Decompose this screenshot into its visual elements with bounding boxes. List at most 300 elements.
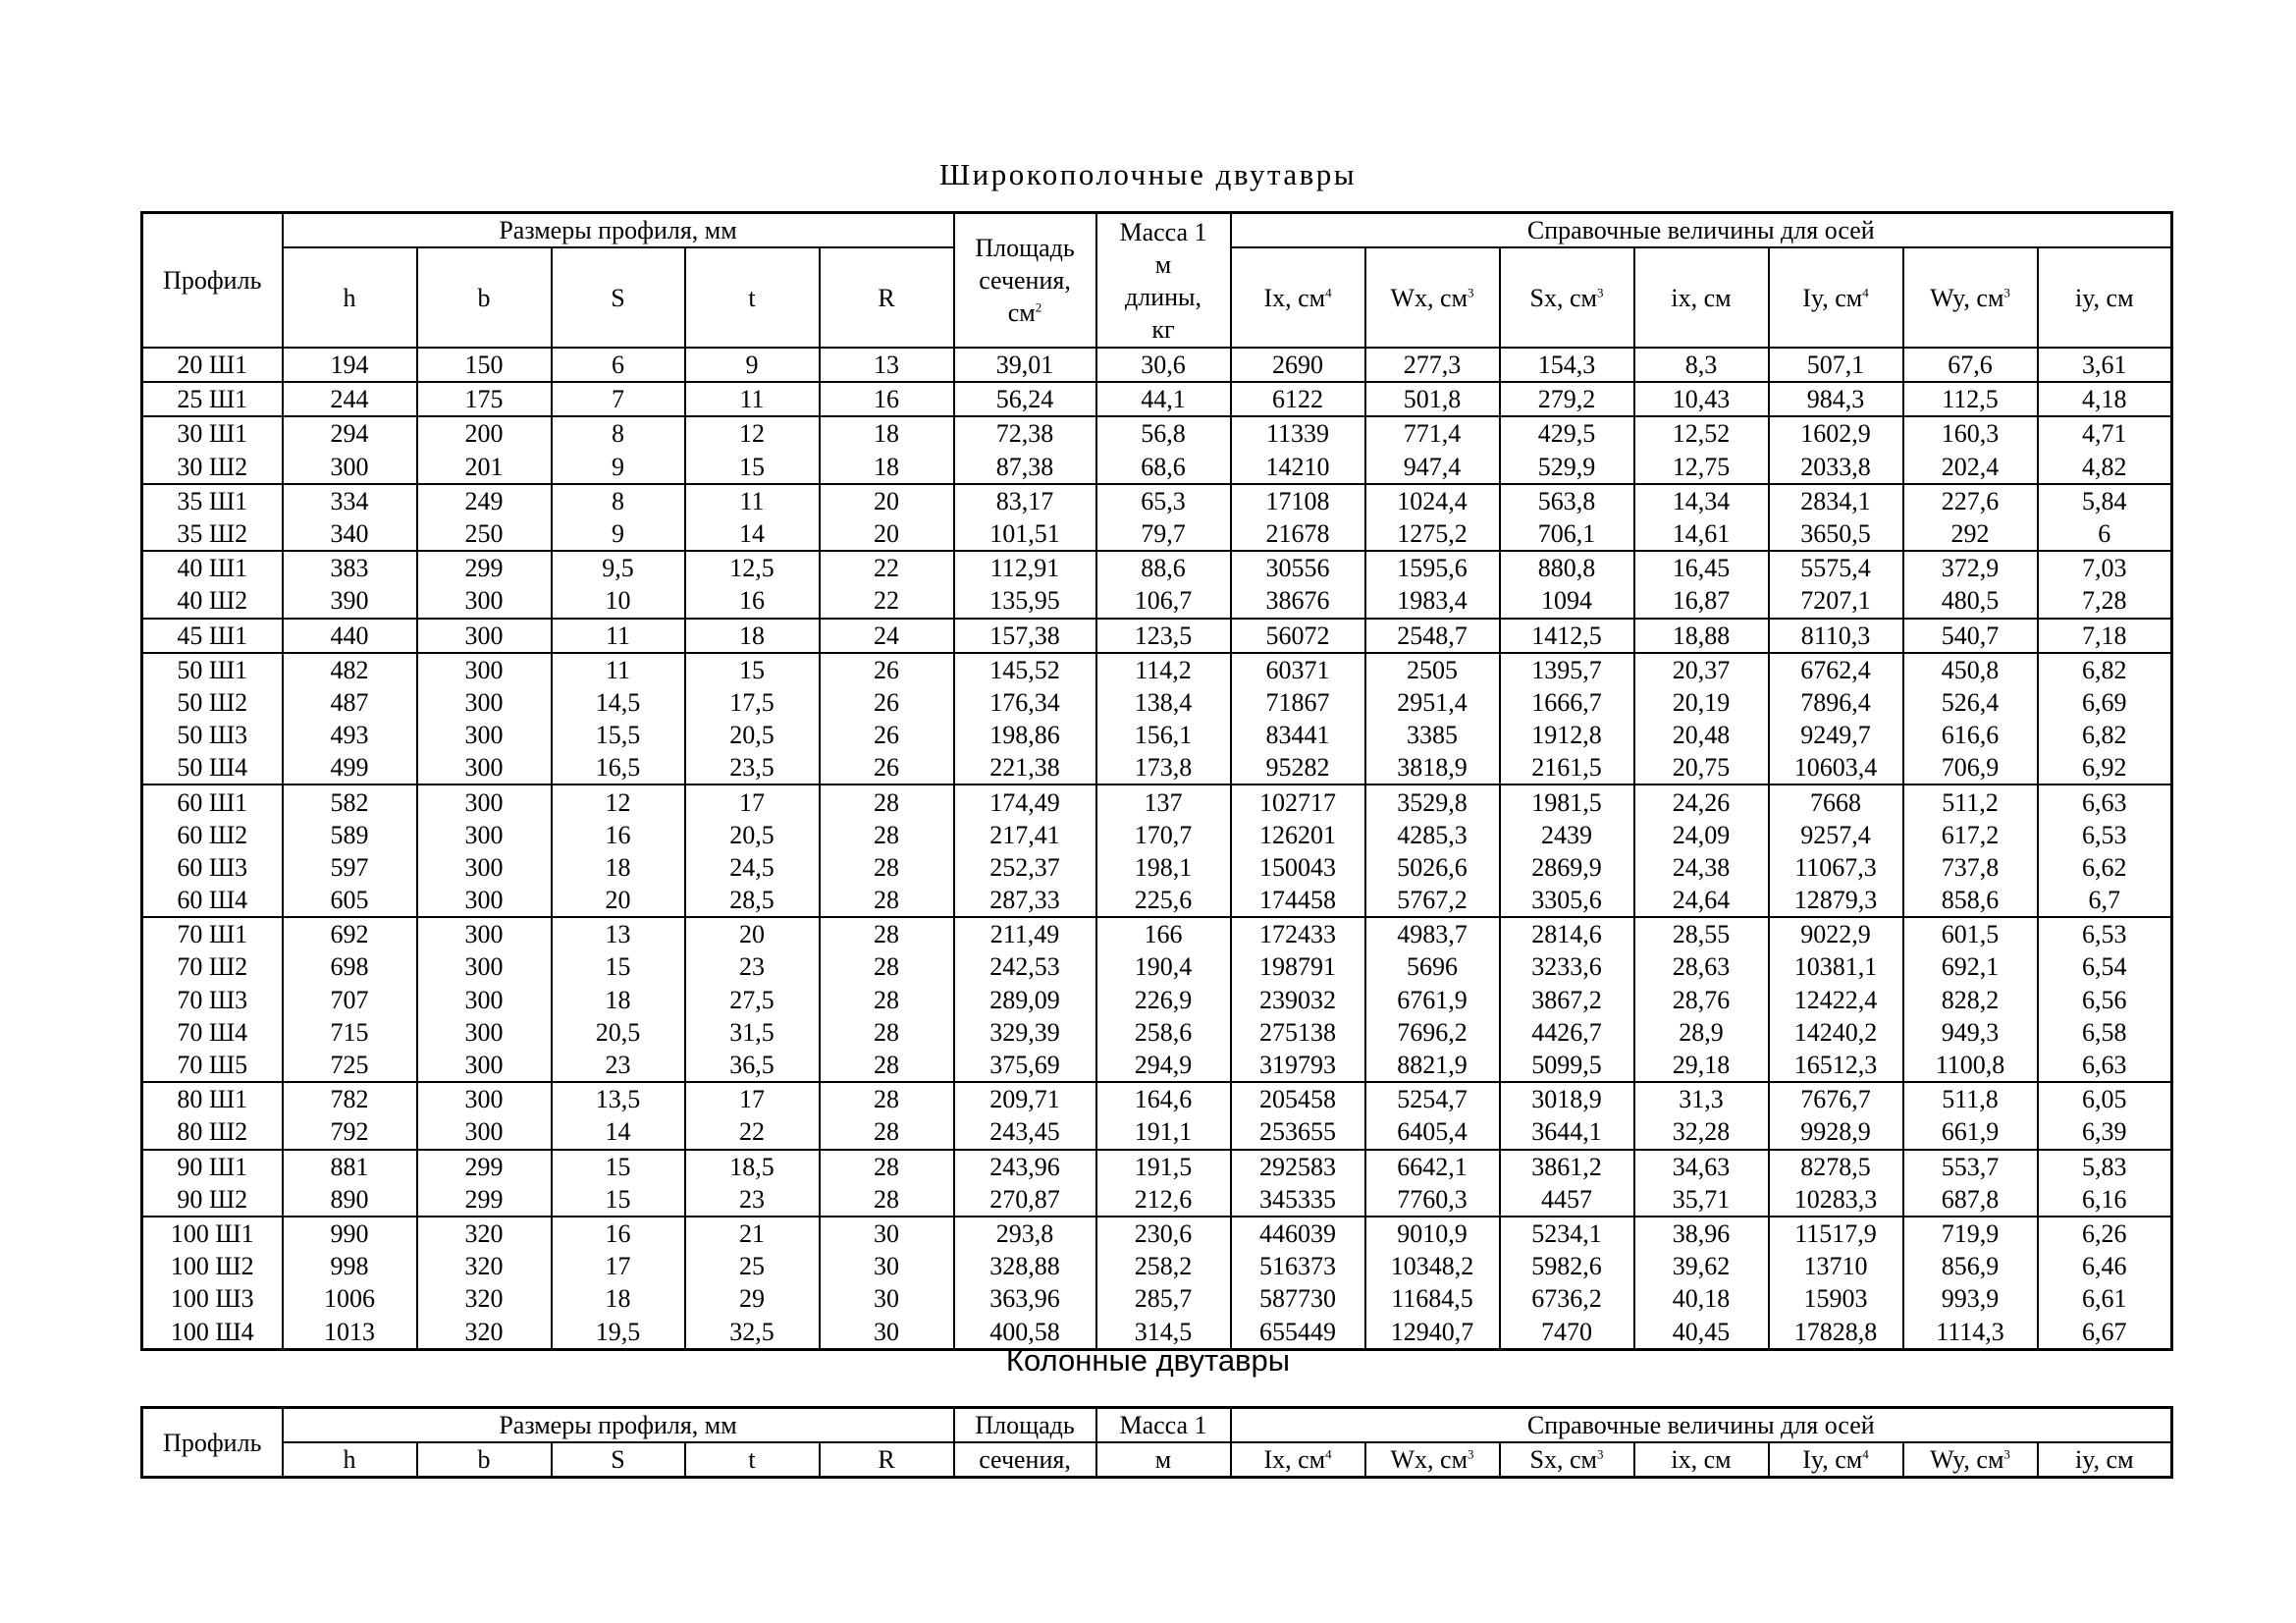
value-cell: 1006 (283, 1282, 417, 1315)
value-cell: 589 (283, 819, 417, 851)
value-cell: 11067,3 (1769, 851, 1903, 884)
value-cell: 258,6 (1096, 1016, 1231, 1049)
value-cell: 5696 (1365, 950, 1500, 983)
value-cell: 83441 (1231, 719, 1365, 751)
value-cell: 300 (417, 851, 552, 884)
value-cell: 2505 (1365, 653, 1500, 686)
header-iy: iy, см (2038, 247, 2172, 348)
value-cell: 587730 (1231, 1282, 1365, 1315)
value-cell: 35,71 (1634, 1183, 1769, 1217)
value-cell: 13710 (1769, 1250, 1903, 1282)
value-cell: 16 (552, 1217, 685, 1250)
profile-cell: 35 Ш1 (142, 484, 283, 517)
value-cell: 32,28 (1634, 1115, 1769, 1149)
value-cell: 511,8 (1903, 1082, 2038, 1115)
value-cell: 71867 (1231, 686, 1365, 719)
value-cell: 293,8 (954, 1217, 1096, 1250)
value-cell: 225,6 (1096, 884, 1231, 917)
value-cell: 6,53 (2038, 819, 2172, 851)
value-cell: 23 (685, 950, 820, 983)
profile-cell: 45 Ш1 (142, 619, 283, 653)
value-cell: 6,82 (2038, 653, 2172, 686)
value-cell: 26 (820, 653, 954, 686)
value-cell: 20,5 (552, 1016, 685, 1049)
value-cell: 698 (283, 950, 417, 983)
value-cell: 692 (283, 917, 417, 950)
value-cell: 507,1 (1769, 348, 1903, 382)
value-cell: 26 (820, 719, 954, 751)
table-row (142, 1082, 2172, 1115)
value-cell: 1395,7 (1500, 653, 1634, 686)
col-header-Sx: Sx, $см^3$ (1500, 1442, 1634, 1478)
value-cell: 25 (685, 1250, 820, 1282)
value-cell: 993,9 (1903, 1282, 2038, 1315)
value-cell: 15 (552, 1183, 685, 1217)
value-cell: 4,18 (2038, 382, 2172, 416)
value-cell: 15 (552, 950, 685, 983)
value-cell: 375,69 (954, 1049, 1096, 1082)
value-cell: 239032 (1231, 984, 1365, 1016)
table-row (142, 517, 2172, 551)
value-cell: 6122 (1231, 382, 1365, 416)
value-cell: 126201 (1231, 819, 1365, 851)
value-cell: 17,5 (685, 686, 820, 719)
table-row (142, 1049, 2172, 1082)
value-cell: 174458 (1231, 884, 1365, 917)
value-cell: 13 (820, 348, 954, 382)
value-cell: 28 (820, 984, 954, 1016)
value-cell: 249 (417, 484, 552, 517)
value-cell: 38676 (1231, 584, 1365, 618)
value-cell: 16 (552, 819, 685, 851)
table-row (142, 382, 2172, 416)
value-cell: 24 (820, 619, 954, 653)
value-cell: 300 (417, 619, 552, 653)
value-cell: 16 (820, 382, 954, 416)
value-cell: 858,6 (1903, 884, 2038, 917)
value-cell: 30 (820, 1282, 954, 1315)
value-cell: 300 (417, 784, 552, 818)
value-cell: 1275,2 (1365, 517, 1500, 551)
value-cell: 2033,8 (1769, 451, 1903, 484)
value-cell: 198791 (1231, 950, 1365, 983)
value-cell: 13,5 (552, 1082, 685, 1115)
value-cell: 164,6 (1096, 1082, 1231, 1115)
value-cell: 2439 (1500, 819, 1634, 851)
value-cell: 1666,7 (1500, 686, 1634, 719)
value-cell: 1100,8 (1903, 1049, 2038, 1082)
value-cell: 446039 (1231, 1217, 1365, 1250)
value-cell: 17828,8 (1769, 1315, 1903, 1349)
value-cell: 277,3 (1365, 348, 1500, 382)
value-cell: 6,62 (2038, 851, 2172, 884)
value-cell: 26 (820, 751, 954, 784)
profile-cell: 60 Ш1 (142, 784, 283, 818)
table-row (142, 1183, 2172, 1217)
profile-cell: 70 Ш4 (142, 1016, 283, 1049)
value-cell: 493 (283, 719, 417, 751)
value-cell: 174,49 (954, 784, 1096, 818)
value-cell: 22 (685, 1115, 820, 1149)
value-cell: 205458 (1231, 1082, 1365, 1115)
value-cell: 300 (417, 884, 552, 917)
value-cell: 319793 (1231, 1049, 1365, 1082)
value-cell: 372,9 (1903, 551, 2038, 584)
value-cell: 27,5 (685, 984, 820, 1016)
value-cell: 13 (552, 917, 685, 950)
header-Ix: Ix, $см^4$ (1231, 247, 1365, 348)
value-cell: 320 (417, 1315, 552, 1349)
value-cell: 7696,2 (1365, 1016, 1500, 1049)
table-row (142, 1016, 2172, 1049)
value-cell: 166 (1096, 917, 1231, 950)
value-cell: 10603,4 (1769, 751, 1903, 784)
header-mass-mid: м (1154, 249, 1172, 279)
value-cell: 18,88 (1634, 619, 1769, 653)
value-cell: 16512,3 (1769, 1049, 1903, 1082)
value-cell: 3305,6 (1500, 884, 1634, 917)
value-cell: 135,95 (954, 584, 1096, 618)
value-cell: 202,4 (1903, 451, 2038, 484)
value-cell: 6405,4 (1365, 1115, 1500, 1149)
value-cell: 14240,2 (1769, 1016, 1903, 1049)
value-cell: 345335 (1231, 1183, 1365, 1217)
value-cell: 150043 (1231, 851, 1365, 884)
value-cell: 450,8 (1903, 653, 2038, 686)
value-cell: 6 (552, 348, 685, 382)
value-cell: 1981,5 (1500, 784, 1634, 818)
value-cell: 24,5 (685, 851, 820, 884)
value-cell: 294,9 (1096, 1049, 1231, 1082)
wide-flange-body (142, 348, 2172, 1349)
value-cell: 881 (283, 1150, 417, 1183)
value-cell: 3644,1 (1500, 1115, 1634, 1149)
value-cell: 217,41 (954, 819, 1096, 851)
header-mass-top: Масса 1 (1119, 217, 1207, 246)
col-header-profile: Профиль (142, 1408, 283, 1478)
value-cell: 9010,9 (1365, 1217, 1500, 1250)
value-cell: 230,6 (1096, 1217, 1231, 1250)
value-cell: 1024,4 (1365, 484, 1500, 517)
column-table (140, 1406, 2173, 1479)
value-cell: 511,2 (1903, 784, 2038, 818)
value-cell: 1412,5 (1500, 619, 1634, 653)
value-cell: 292583 (1231, 1150, 1365, 1183)
value-cell: 300 (417, 917, 552, 950)
value-cell: 170,7 (1096, 819, 1231, 851)
value-cell: 21 (685, 1217, 820, 1250)
value-cell: 9,5 (552, 551, 685, 584)
profile-cell: 80 Ш2 (142, 1115, 283, 1149)
value-cell: 11 (552, 653, 685, 686)
value-cell: 6,46 (2038, 1250, 2172, 1282)
table-row (142, 619, 2172, 653)
value-cell: 20,48 (1634, 719, 1769, 751)
value-cell: 737,8 (1903, 851, 2038, 884)
value-cell: 156,1 (1096, 719, 1231, 751)
value-cell: 5234,1 (1500, 1217, 1634, 1250)
value-cell: 106,7 (1096, 584, 1231, 618)
value-cell: 154,3 (1500, 348, 1634, 382)
col-header-Ix: Ix, $см^4$ (1231, 1442, 1365, 1478)
value-cell: 289,09 (954, 984, 1096, 1016)
value-cell: 687,8 (1903, 1183, 2038, 1217)
table-row (142, 1115, 2172, 1149)
value-cell: 480,5 (1903, 584, 2038, 618)
value-cell: 244 (283, 382, 417, 416)
value-cell: 28 (820, 819, 954, 851)
value-cell: 2869,9 (1500, 851, 1634, 884)
value-cell: 17 (552, 1250, 685, 1282)
value-cell: 250 (417, 517, 552, 551)
value-cell: 6,7 (2038, 884, 2172, 917)
value-cell: 150 (417, 348, 552, 382)
value-cell: 9022,9 (1769, 917, 1903, 950)
value-cell: 363,96 (954, 1282, 1096, 1315)
value-cell: 9 (552, 451, 685, 484)
value-cell: 8,3 (1634, 348, 1769, 382)
value-cell: 175 (417, 382, 552, 416)
profile-cell: 100 Ш3 (142, 1282, 283, 1315)
value-cell: 300 (417, 653, 552, 686)
value-cell: 692,1 (1903, 950, 2038, 983)
value-cell: 201 (417, 451, 552, 484)
profile-cell: 20 Ш1 (142, 348, 283, 382)
value-cell: 5575,4 (1769, 551, 1903, 584)
table-row (142, 851, 2172, 884)
value-cell: 18 (552, 1282, 685, 1315)
value-cell: 18 (552, 851, 685, 884)
value-cell: 20 (552, 884, 685, 917)
value-cell: 114,2 (1096, 653, 1231, 686)
value-cell: 101,51 (954, 517, 1096, 551)
value-cell: 7760,3 (1365, 1183, 1500, 1217)
value-cell: 390 (283, 584, 417, 618)
value-cell: 20,75 (1634, 751, 1769, 784)
value-cell: 9249,7 (1769, 719, 1903, 751)
col-header-h: h (283, 1442, 417, 1478)
header-area-sup: 2 (1035, 299, 1042, 315)
header-mass-unit: кг (1151, 314, 1175, 344)
table-row (142, 784, 2172, 818)
value-cell: 17 (685, 784, 820, 818)
value-cell: 9 (685, 348, 820, 382)
value-cell: 18 (685, 619, 820, 653)
value-cell: 5767,2 (1365, 884, 1500, 917)
value-cell: 20 (820, 484, 954, 517)
value-cell: 8821,9 (1365, 1049, 1500, 1082)
table-row (142, 751, 2172, 784)
value-cell: 30 (820, 1250, 954, 1282)
value-cell: 4,82 (2038, 451, 2172, 484)
value-cell: 28 (820, 851, 954, 884)
value-cell: 10381,1 (1769, 950, 1903, 983)
value-cell: 6,69 (2038, 686, 2172, 719)
value-cell: 383 (283, 551, 417, 584)
value-cell: 30556 (1231, 551, 1365, 584)
value-cell: 160,3 (1903, 416, 2038, 450)
col-header-iy: iy, см (2038, 1442, 2172, 1478)
table-row (142, 686, 2172, 719)
value-cell: 300 (417, 719, 552, 751)
value-cell: 7668 (1769, 784, 1903, 818)
value-cell: 300 (417, 751, 552, 784)
value-cell: 320 (417, 1282, 552, 1315)
value-cell: 138,4 (1096, 686, 1231, 719)
value-cell: 16,45 (1634, 551, 1769, 584)
value-cell: 243,45 (954, 1115, 1096, 1149)
value-cell: 275138 (1231, 1016, 1365, 1049)
value-cell: 22 (820, 551, 954, 584)
value-cell: 5099,5 (1500, 1049, 1634, 1082)
value-cell: 279,2 (1500, 382, 1634, 416)
value-cell: 529,9 (1500, 451, 1634, 484)
value-cell: 5982,6 (1500, 1250, 1634, 1282)
value-cell: 17 (685, 1082, 820, 1115)
header-Iy: Iy, $см^4$ (1769, 247, 1903, 348)
profile-cell: 50 Ш1 (142, 653, 283, 686)
value-cell: 14,34 (1634, 484, 1769, 517)
value-cell: 32,5 (685, 1315, 820, 1349)
profile-cell: 100 Ш2 (142, 1250, 283, 1282)
value-cell: 20,5 (685, 819, 820, 851)
value-cell: 3385 (1365, 719, 1500, 751)
value-cell: 715 (283, 1016, 417, 1049)
value-cell: 12,52 (1634, 416, 1769, 450)
value-cell: 17108 (1231, 484, 1365, 517)
profile-cell: 100 Ш1 (142, 1217, 283, 1250)
header-t: t (685, 247, 820, 348)
profile-cell: 40 Ш1 (142, 551, 283, 584)
profile-cell: 70 Ш5 (142, 1049, 283, 1082)
col-header-Wx: Wx, $см^3$ (1365, 1442, 1500, 1478)
value-cell: 6762,4 (1769, 653, 1903, 686)
col-header-S: S (552, 1442, 685, 1478)
header-area-short: сечения, (979, 266, 1071, 295)
value-cell: 5,84 (2038, 484, 2172, 517)
value-cell: 300 (417, 819, 552, 851)
value-cell: 553,7 (1903, 1150, 2038, 1183)
value-cell: 56,8 (1096, 416, 1231, 450)
value-cell: 11 (552, 619, 685, 653)
wide-flange-title: Широкополочные двутавры (938, 157, 1358, 191)
value-cell: 14 (685, 517, 820, 551)
value-cell: 137 (1096, 784, 1231, 818)
value-cell: 30 (820, 1217, 954, 1250)
col-header-t: t (685, 1442, 820, 1478)
value-cell: 16 (685, 584, 820, 618)
value-cell: 28,55 (1634, 917, 1769, 950)
value-cell: 12422,4 (1769, 984, 1903, 1016)
value-cell: 947,4 (1365, 451, 1500, 484)
value-cell: 227,6 (1903, 484, 2038, 517)
value-cell: 7207,1 (1769, 584, 1903, 618)
value-cell: 9257,4 (1769, 819, 1903, 851)
value-cell: 3018,9 (1500, 1082, 1634, 1115)
value-cell: 28 (820, 884, 954, 917)
value-cell: 29,18 (1634, 1049, 1769, 1082)
value-cell: 29 (685, 1282, 820, 1315)
value-cell: 11 (685, 484, 820, 517)
value-cell: 605 (283, 884, 417, 917)
value-cell: 300 (417, 686, 552, 719)
col-header-Wy: Wy, $см^3$ (1903, 1442, 2038, 1478)
value-cell: 9928,9 (1769, 1115, 1903, 1149)
value-cell: 4285,3 (1365, 819, 1500, 851)
value-cell: 1114,3 (1903, 1315, 2038, 1349)
value-cell: 300 (417, 1049, 552, 1082)
value-cell: 880,8 (1500, 551, 1634, 584)
value-cell: 16,87 (1634, 584, 1769, 618)
profile-cell: 60 Ш2 (142, 819, 283, 851)
value-cell: 299 (417, 1150, 552, 1183)
profile-cell: 70 Ш3 (142, 984, 283, 1016)
value-cell: 792 (283, 1115, 417, 1149)
col-header-b: b (417, 1442, 552, 1478)
value-cell: 601,5 (1903, 917, 2038, 950)
value-cell: 23 (552, 1049, 685, 1082)
header-Wy: Wy, $см^3$ (1903, 247, 2038, 348)
value-cell: 6,54 (2038, 950, 2172, 983)
value-cell: 6,26 (2038, 1217, 2172, 1250)
value-cell: 501,8 (1365, 382, 1500, 416)
table-row (142, 416, 2172, 450)
value-cell: 990 (283, 1217, 417, 1250)
header-b: b (417, 247, 552, 348)
value-cell: 6,67 (2038, 1315, 2172, 1349)
value-cell: 173,8 (1096, 751, 1231, 784)
value-cell: 39,62 (1634, 1250, 1769, 1282)
value-cell: 28 (820, 1115, 954, 1149)
col-header-area-short: сечения, (954, 1442, 1096, 1478)
value-cell: 8 (552, 484, 685, 517)
value-cell: 40,45 (1634, 1315, 1769, 1349)
table-row (142, 884, 2172, 917)
value-cell: 14210 (1231, 451, 1365, 484)
value-cell: 300 (417, 984, 552, 1016)
value-cell: 5254,7 (1365, 1082, 1500, 1115)
value-cell: 300 (417, 1115, 552, 1149)
value-cell: 252,37 (954, 851, 1096, 884)
value-cell: 60371 (1231, 653, 1365, 686)
col-header-ix: ix, см (1634, 1442, 1769, 1478)
value-cell: 24,26 (1634, 784, 1769, 818)
value-cell: 211,49 (954, 917, 1096, 950)
value-cell: 582 (283, 784, 417, 818)
value-cell: 563,8 (1500, 484, 1634, 517)
profile-cell: 25 Ш1 (142, 382, 283, 416)
value-cell: 18,5 (685, 1150, 820, 1183)
value-cell: 28,5 (685, 884, 820, 917)
value-cell: 2834,1 (1769, 484, 1903, 517)
value-cell: 3867,2 (1500, 984, 1634, 1016)
value-cell: 20,19 (1634, 686, 1769, 719)
profile-cell: 50 Ш4 (142, 751, 283, 784)
value-cell: 6,92 (2038, 751, 2172, 784)
value-cell: 112,91 (954, 551, 1096, 584)
value-cell: 20,5 (685, 719, 820, 751)
value-cell: 28,63 (1634, 950, 1769, 983)
value-cell: 14,5 (552, 686, 685, 719)
value-cell: 771,4 (1365, 416, 1500, 450)
value-cell: 12940,7 (1365, 1315, 1500, 1349)
value-cell: 14,61 (1634, 517, 1769, 551)
profile-cell: 30 Ш1 (142, 416, 283, 450)
value-cell: 12 (685, 416, 820, 450)
value-cell: 28 (820, 1016, 954, 1049)
col-header-ref-group: Справочные величины для осей (1231, 1408, 2172, 1443)
value-cell: 7,03 (2038, 551, 2172, 584)
